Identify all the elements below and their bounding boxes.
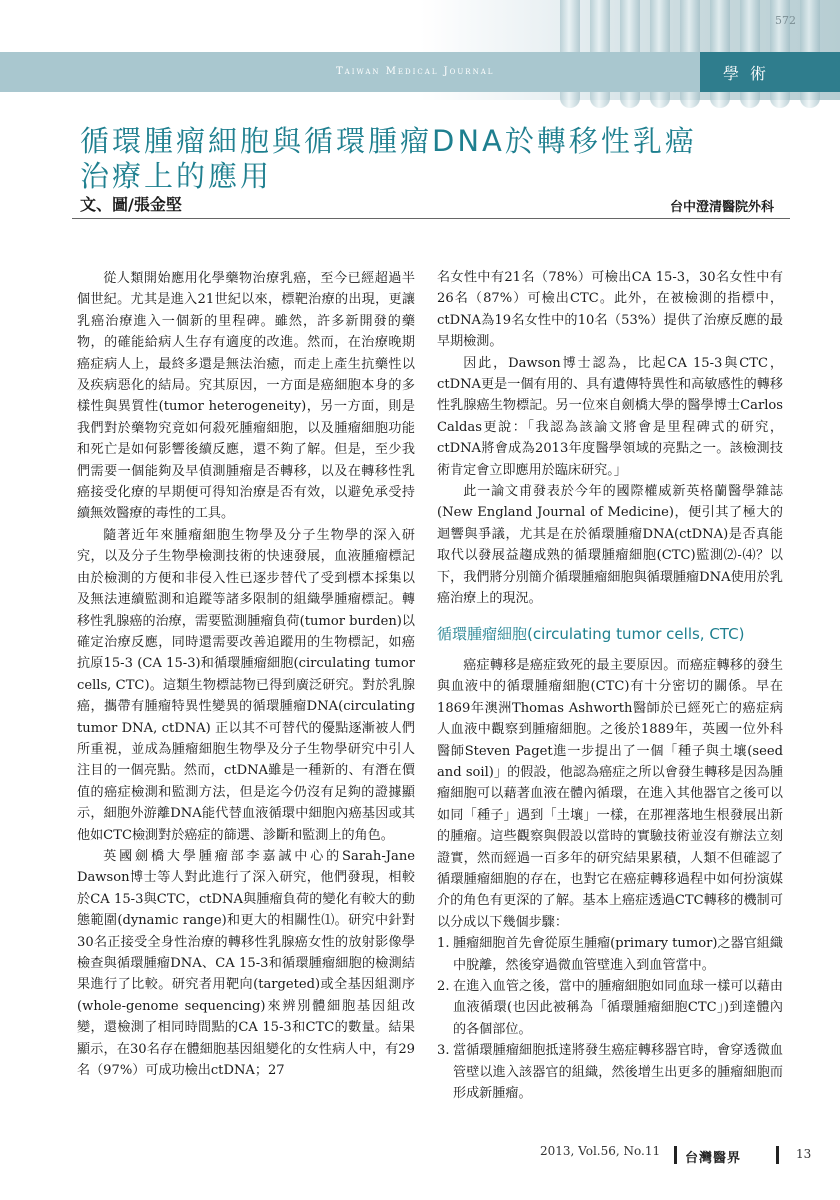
page-number: 13 — [796, 1147, 812, 1161]
section-label: 學 術 — [722, 64, 770, 83]
list-number: 1. — [437, 936, 450, 952]
paragraph: 此一論文甫發表於今年的國際權威新英格蘭醫學雜誌(New England Journal of Medicine)，便引其了極大的迴響與爭議，尤其是在於循環腫瘤DNA(ctDNA)是否真能取代以發展益趨成熟的循環腫瘤細胞(CTC)監測⑵-⑷？以下，我們將分別簡介循環腫瘤細胞與循環腫瘤DNA使用於乳癌治療上的現況。 — [437, 484, 783, 607]
affiliation: 台中澄清醫院外科 — [669, 200, 774, 215]
list-item — [437, 1040, 783, 1104]
section-heading: 循環腫瘤細胞(circulating tumor cells, CTC) — [437, 624, 745, 643]
divider — [72, 218, 790, 219]
paragraph: 隨著近年來腫瘤細胞生物學及分子生物學的深入研究，以及分子生物學檢測技術的快速發展，血液腫瘤標記由於檢測的方便和非侵入性已逐步替代了受到標本採集以及無法連續監測和追蹤等諸多限制的組織學腫瘤標記。轉移性乳腺癌的治療，需要監測腫瘤負荷(tumor burden)以確定治療反應，同時還需要改善追蹤用的生物標記，如癌抗原15-3 (CA 15-3)和循環腫瘤細胞(circulating tumor cells, CTC)。這類生物標誌物已得到廣泛研究。對於乳腺癌，攜帶有腫瘤特異性變異的循環腫瘤DNA(circulating tumor DNA, ctDNA) 正以其不可替代的優點逐漸被人們所重視，並成為腫瘤細胞生物學及分子生物學研究中引人注目的一個亮點。然而，ctDNA雖是一種新的、有潛在價值的癌症檢測和監測方法，但是迄今仍沒有足夠的證據顯示，細胞外游離DNA能代替血液循環中細胞內癌基因或其他如CTC檢測對於癌症的篩選、診斷和監測上的角色。 — [77, 527, 415, 843]
title-line: 循環腫瘤細胞與循環腫瘤DNA於轉移性乳癌 — [80, 124, 697, 158]
list-number: 3. — [437, 1043, 450, 1059]
left-column — [77, 268, 415, 1081]
footer-journal: 台灣醫界 — [685, 1151, 742, 1166]
paragraph: 英國劍橋大學腫瘤部李嘉誠中心的Sarah-Jane Dawson博士等人對此進行了深入研究，他們發現，相較於CA 15-3與CTC，ctDNA與腫瘤負荷的變化有較大的動態範圍(dynamic range)和更大的相關性⑴。研究中針對30名正接受全身性治療的轉移性乳腺癌女性的放射影像學檢查與循環腫瘤DNA、CA 15-3和循環腫瘤細胞的檢測結果進行了比較。研究者用靶向(targeted)或全基因組測序(whole-genome sequencing)來辨別體細胞基因組改變，還檢測了相同時間點的CA 15-3和CTC的數量。結果顯示，在30名存在體細胞基因組變化的女性病人中，有29名（97%）可成功檢出ctDNA；27 — [77, 848, 415, 1079]
title-line: 治療上的應用 — [80, 159, 273, 193]
steps-list — [437, 933, 783, 1104]
page-number-top: 572 — [775, 14, 796, 27]
list-item — [437, 976, 783, 1040]
right-column — [437, 267, 783, 1104]
article-title — [80, 124, 720, 194]
paragraph: 因此，Dawson博士認為，比起CA 15-3與CTC，ctDNA更是一個有用的、具有遺傳特異性和高敏感性的轉移性乳腺癌生物標記。另一位來自劍橋大學的醫學博士Carlos Caldas更說：「我認為該論文將會是里程碑式的研究，ctDNA將會成為2013年度醫學領域的亮點之一。該檢測技術肯定會立即應用於臨床研究。」 — [437, 355, 783, 478]
footer-bar — [674, 1146, 677, 1164]
list-text: 在進入血管之後，當中的腫瘤細胞如同血球一樣可以藉由血液循環(也因此被稱為「循環腫瘤細胞CTC」)到達體內的各個部位。 — [453, 979, 783, 1037]
list-number: 2. — [437, 979, 450, 994]
author-line: 文、圖/張金堅 — [80, 195, 182, 214]
issue-info: 2013, Vol.56, No.11 — [540, 1144, 661, 1158]
list-text: 腫瘤細胞首先會從原生腫瘤(primary tumor)之器官組織中脫離，然後穿過微血管壁進入到血管當中。 — [453, 936, 783, 973]
list-text: 當循環腫瘤細胞抵達將發生癌症轉移器官時，會穿透微血管壁以進入該器官的組織，然後增生出更多的腫瘤細胞而形成新腫瘤。 — [453, 1043, 783, 1102]
paragraph: 名女性中有21名（78%）可檢出CA 15-3，30名女性中有26名（87%）可檢出CTC。此外，在被檢測的指標中，ctDNA為19名女性中的10名（53%）提供了治療反應的最早期檢測。 — [437, 270, 783, 350]
list-item — [437, 933, 783, 976]
paragraph: 從人類開始應用化學藥物治療乳癌，至今已經超過半個世紀。尤其是進入21世紀以來，標靶治療的出現，更讓乳癌治療進入一個新的里程碑。雖然，許多新開發的藥物，的確能給病人生存有適度的改進。然而，在治療晚期癌症病人上，最終多還是無法治癒，而走上產生抗藥性以及疾病惡化的結局。究其原因，一方面是癌細胞本身的多樣性與異質性(tumor heterogeneity)，另一方面，則是我們對於藥物究竟如何殺死腫瘤細胞，以及腫瘤細胞功能和死亡是如何影響後續反應，還不夠了解。但是，至少我們需要一個能夠及早偵測腫瘤是否轉移，以及在轉移性乳癌接受化療的早期便可得知治療是否有效，以避免承受持續無效醫療的毒性的工具。 — [77, 271, 415, 522]
journal-name: Taiwan Medical Journal — [336, 66, 495, 77]
paragraph: 癌症轉移是癌症致死的最主要原因。而癌症轉移的發生與血液中的循環腫瘤細胞(CTC)有十分密切的關係。早在1869年澳洲Thomas Ashworth醫師於已經死亡的癌症病人血液中觀察到腫瘤細胞。之後於1889年，英國一位外科醫師Steven Paget進一步提出了一個「種子與土壤(seed and soil)」的假設，他認為癌症之所以會發生轉移是因為腫瘤細胞可以藉著血液在體內循環，在進入其他器官之後可以如同「種子」遇到「土壤」一樣，在那裡落地生根發展出新的腫瘤。這些觀察與假設以當時的實驗技術並沒有辦法立刻證實，然而經過一百多年的研究結果累積，人類不但確認了循環腫瘤細胞的存在，也對它在癌症轉移過程中如何扮演媒介的角色有更深的了解。基本上癌症透過CTC轉移的機制可以分成以下幾個步驟： — [437, 657, 783, 930]
footer-bar — [776, 1146, 779, 1164]
